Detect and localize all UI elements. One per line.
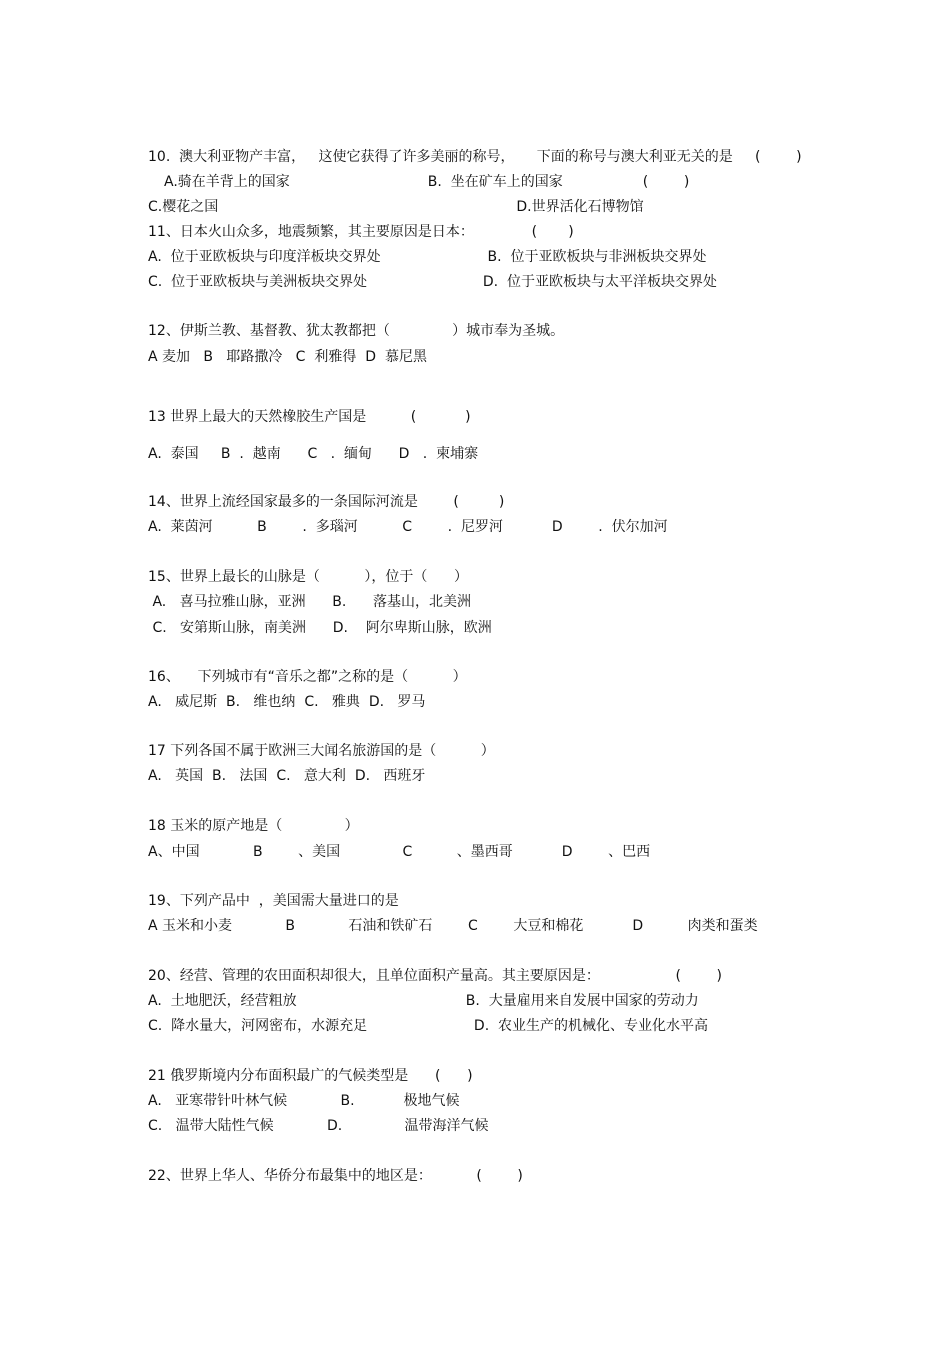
question-10-options-ab: A.骑在羊背上的国家 B. 坐在矿车上的国家 ( ) [164,174,690,190]
question-21: 21 俄罗斯境内分布面积最广的气候类型是 ( ) [148,1068,473,1084]
question-18: 18 玉米的原产地是（ ） [148,818,359,834]
question-12: 12、伊斯兰教、基督教、犹太教都把（ ）城市奉为圣城。 [148,323,565,339]
question-18-options: A、中国 B 、美国 C 、墨西哥 D 、巴西 [148,844,651,860]
question-10: 10. 澳大利亚物产丰富， 这使它获得了许多美丽的称号， 下面的称号与澳大利亚无关的是 ( ) [148,149,802,165]
question-13-options: A. 泰国 B . 越南 C . 缅甸 D . 柬埔寨 [148,446,479,462]
question-16-options: A. 威尼斯 B. 维也纳 C. 雅典 D. 罗马 [148,694,426,710]
question-22: 22、世界上华人、华侨分布最集中的地区是： ( ) [148,1168,523,1184]
question-11: 11、日本火山众多，地震频繁，其主要原因是日本： ( ) [148,224,574,240]
question-15-options-ab: A. 喜马拉雅山脉，亚洲 B. 落基山，北美洲 [148,594,472,610]
question-21-options-ab: A. 亚寒带针叶林气候 B. 极地气候 [148,1093,460,1109]
question-12-options: A 麦加 B 耶路撒冷 C 利雅得 D 慕尼黑 [148,349,427,365]
question-21-options-cd: C. 温带大陆性气候 D. 温带海洋气候 [148,1118,489,1134]
question-20-options-ab: A. 土地肥沃，经营粗放 B. 大量雇用来自发展中国家的劳动力 [148,993,699,1009]
question-10-options-cd: C.樱花之国 D.世界活化石博物馆 [148,199,644,215]
question-14: 14、世界上流经国家最多的一条国际河流是 ( ) [148,494,505,510]
question-17: 17 下列各国不属于欧洲三大闻名旅游国的是（ ） [148,743,495,759]
question-15-options-cd: C. 安第斯山脉，南美洲 D. 阿尔卑斯山脉，欧洲 [148,620,492,636]
question-11-options-cd: C. 位于亚欧板块与美洲板块交界处 D. 位于亚欧板块与太平洋板块交界处 [148,274,717,290]
question-13: 13 世界上最大的天然橡胶生产国是 ( ) [148,409,471,425]
question-16: 16、 下列城市有“音乐之都”之称的是（ ） [148,669,467,685]
question-20: 20、经营、管理的农田面积却很大，且单位面积产量高。其主要原因是： ( ) [148,968,722,984]
question-11-options-ab: A. 位于亚欧板块与印度洋板块交界处 B. 位于亚欧板块与非洲板块交界处 [148,249,707,265]
question-14-options: A. 莱茵河 B . 多瑙河 C . 尼罗河 D . 伏尔加河 [148,519,668,535]
question-19: 19、下列产品中 ，美国需大量进口的是 [148,893,399,909]
question-17-options: A. 英国 B. 法国 C. 意大利 D. 西班牙 [148,768,426,784]
question-19-options: A 玉米和小麦 B 石油和铁矿石 C 大豆和棉花 D 肉类和蛋类 [148,918,758,934]
question-15: 15、世界上最长的山脉是（ ），位于（ ） [148,569,469,585]
question-20-options-cd: C. 降水量大，河网密布，水源充足 D. 农业生产的机械化、专业化水平高 [148,1018,709,1034]
